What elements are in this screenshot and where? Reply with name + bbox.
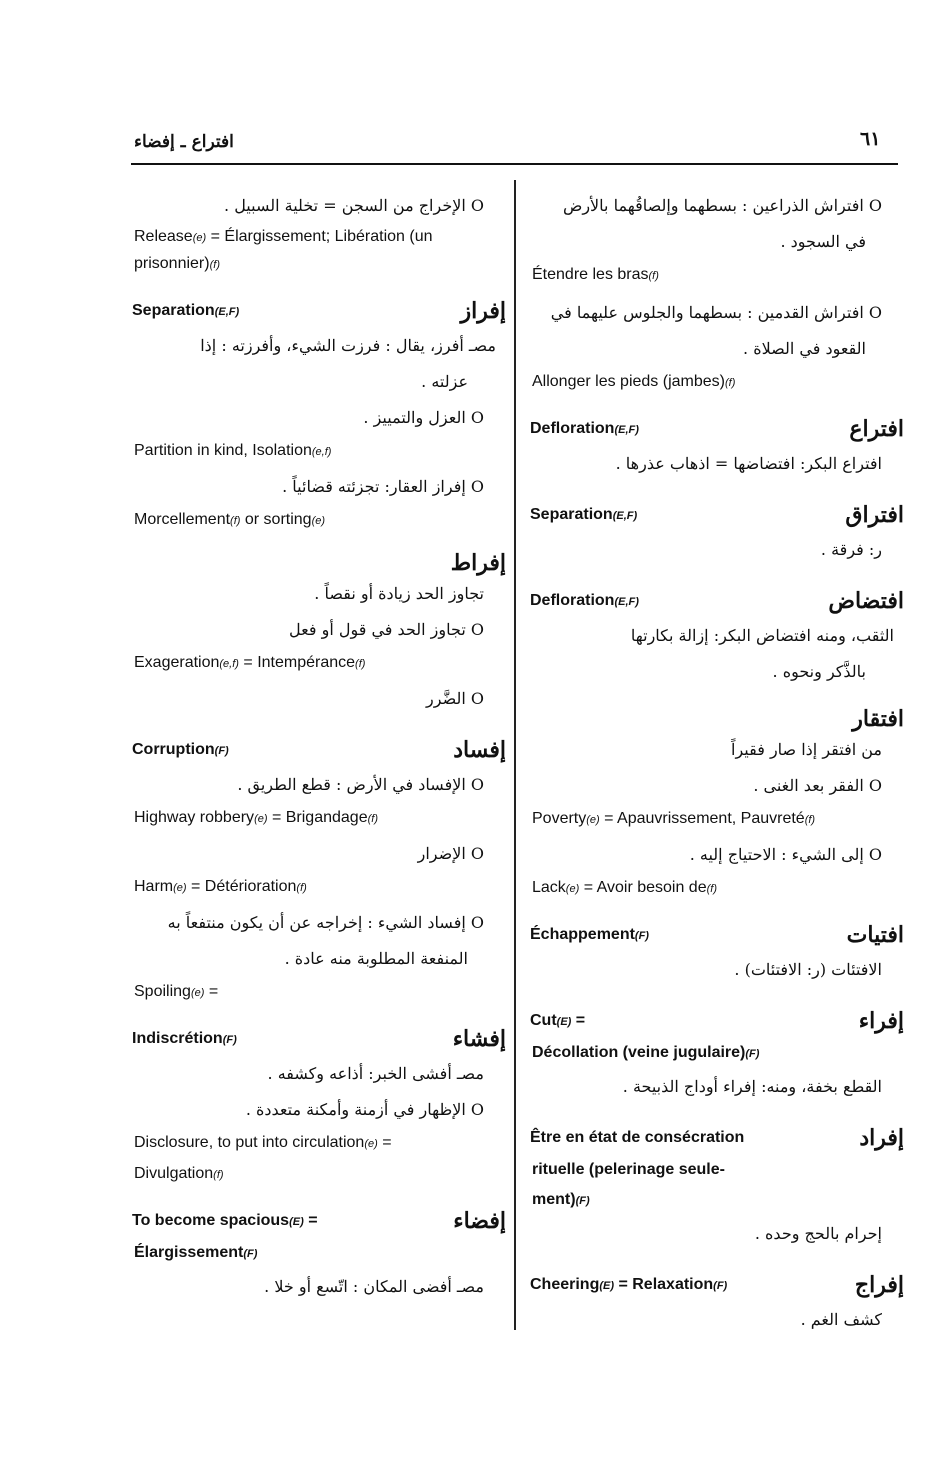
arabic-continuation: القعود في الصلاة . [743,339,866,358]
equivalent-french: Décollation (veine jugulaire)(F) [532,1044,760,1061]
equivalent-french: Élargissement(F) [134,1244,258,1261]
headword: إفشاء [452,1026,506,1052]
translation: Highway robbery(e) = Brigandage(f) [134,809,378,826]
entry-ifra [530,1004,904,1105]
entry-iftirash-feet [530,295,904,396]
header-rule [131,163,898,165]
equivalent: Indiscrétion(F) [132,1029,237,1047]
translation: Lack(e) = Avoir besoin de(f) [532,879,717,896]
arabic-definition: O الضَّرر [426,689,484,708]
arabic-continuation: بالذَّكر ونحوه . [772,662,866,681]
page-number: ٦١ [860,128,881,150]
entry-ifrat [132,550,506,717]
arabic-continuation: عزلته . [421,372,468,391]
arabic-continuation: المنفعة المطلوبة منه عادة . [284,949,468,968]
arabic-definition: O الإخراج من السجن = تخلية السبيل . [224,196,484,215]
arabic-definition: الثقب، ومنه افتضاض البكر: إزالة بكارتها [630,626,894,645]
arabic-definition: تجاوز الحد زيادة أو نقصاً . [314,584,484,603]
entry-ifraz [132,294,506,534]
entry-head-line [132,1204,506,1238]
arabic-definition: مصـ أفضى المكان : اتّسع أو خلا . [264,1277,484,1296]
headword: إفراء [858,1008,904,1034]
entry-ifda [132,1204,506,1305]
translation: Partition in kind, Isolation(e,f) [134,442,332,459]
arabic-continuation: في السجود . [780,232,866,251]
entry-ifraj [530,1268,904,1338]
arabic-definition: كشف الغم . [800,1310,882,1329]
arabic-definition: O افتراش الذراعين : بسطهما وإلصاقُهما بالأرض [562,196,882,215]
headword: افتراع [849,416,904,442]
headword: افتيات [846,922,904,948]
arabic-definition: إحرام بالحج وحده . [754,1224,882,1243]
translation: Exageration(e,f) = Intempérance(f) [134,654,366,671]
arabic-definition: O الإظهار في أزمنة وأمكنة متعددة . [245,1100,484,1119]
entry-iftiqar [530,706,904,902]
headword: إفضاء [453,1208,506,1234]
translation: Release(e) = Élargissement; Libération (un prisonnier)(f) [134,228,433,272]
etymology: من افتقر إذا صار فقيراً [731,740,882,759]
headword: افتضاض [828,588,904,614]
equivalent: Separation(E,F) [132,301,240,319]
entry-head-line [132,733,506,767]
equivalent: Corruption(F) [132,740,229,758]
entry-head-line [132,1022,506,1056]
equivalent-line: ment)(F) [532,1191,590,1208]
entry-iftidad [530,584,904,690]
arabic-definition: O العزل والتمييز . [363,408,484,427]
entry-release [132,188,506,278]
entry-iftiyat [530,918,904,988]
arabic-definition: O الإفساد في الأرض : قطع الطريق . [237,775,484,794]
translation: Divulgation(f) [134,1165,224,1182]
translation: Étendre les bras(f) [532,266,659,283]
translation: Disclosure, to put into circulation(e) = [134,1134,392,1151]
equivalent: Être en état de consécration [530,1129,745,1146]
equivalent: Échappement(F) [530,925,649,943]
headword: افتقار [852,706,904,732]
entry-iftirash-arms [530,188,904,289]
entry-head-line [530,1268,904,1302]
equivalent: Defloration(E,F) [530,591,639,609]
translation: Poverty(e) = Apauvrissement, Pauvreté(f) [532,810,816,827]
arabic-definition: O إلى الشيء : الاحتياج إليه . [689,845,882,864]
arabic-definition: O افتراش القدمين : بسطهما والجلوس عليهما في [550,303,882,322]
arabic-definition: O إفراز العقار: تجزئته قضائياً . [282,477,484,496]
arabic-definition: O الفقر بعد الغنى . [753,776,882,795]
equivalent: Separation(E,F) [530,505,638,523]
arabic-definition: مصـ أفشى الخبر: أذاعه وكشفه . [267,1064,484,1083]
headword: إفراج [854,1272,904,1298]
translation: Harm(e) = Détérioration(f) [134,878,307,895]
arabic-definition: O إفساد الشيء : إخراجه عن أن يكون منتفعاً به [167,913,484,932]
cross-reference: ر: فرقة . [820,540,882,559]
translation: Allonger les pieds (jambes)(f) [532,373,736,390]
entry-head-line [530,412,904,446]
right-column [530,188,904,1338]
entry-head-line [530,498,904,532]
entry-ifsad [132,733,506,1006]
translation: Morcellement(f) or sorting(e) [134,511,326,528]
equivalent: To become spacious(E) = [132,1211,318,1229]
headword: افتراق [845,502,904,528]
entry-ifsha [132,1022,506,1188]
column-divider [514,180,516,1330]
equivalent: Cut(E) = [530,1011,586,1029]
entry-head-line [132,294,506,328]
entry-head-line [530,1121,904,1155]
entry-head-line [530,584,904,618]
headword: إفراز [460,298,506,324]
arabic-definition: القطع بخفة، ومنه: إفراء أوداج الذبيحة . [622,1077,882,1096]
translation: Spoiling(e) = [134,983,219,1000]
equivalent-line: rituelle (pelerinage seule- [532,1161,725,1178]
arabic-definition: O تجاوز الحد في قول أو فعل [289,620,484,639]
equivalent: Defloration(E,F) [530,419,639,437]
entry-head-line [530,1004,904,1038]
running-head: افتراع ـ إفضاء [134,132,234,152]
arabic-definition: مصـ أفرز، يقال : فرزت الشيء، وأفرزته : إذا [200,336,496,355]
cross-reference: الافتئات (ر: الافتئات) . [734,960,882,979]
headword: إفراد [859,1125,904,1151]
headword: إفساد [453,737,506,763]
arabic-definition: O الإضرار [417,844,484,863]
entry-iftira [530,412,904,482]
entry-ifrad [530,1121,904,1252]
left-column [132,188,506,1305]
arabic-definition: افتراع البكر: افتضاضها = اذهاب عذرها . [615,454,882,473]
equivalent: Cheering(E) = Relaxation(F) [530,1275,728,1293]
entry-head-line [530,918,904,952]
entry-iftiraq [530,498,904,568]
headword: إفراط [450,550,506,576]
